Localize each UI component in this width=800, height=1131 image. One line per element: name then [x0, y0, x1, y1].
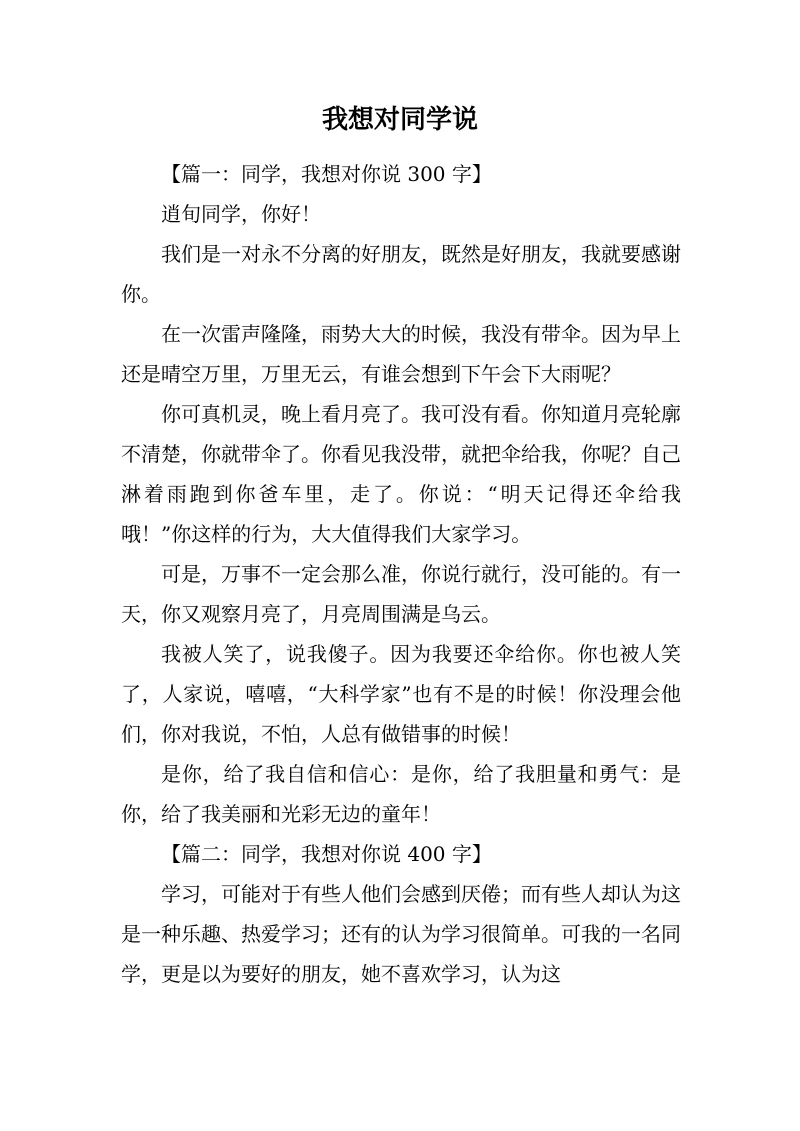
paragraph: 可是，万事不一定会那么准，你说行就行，没可能的。有一天，你又观察月亮了，月亮周围满是乌云。	[121, 562, 681, 626]
paragraph: 我被人笑了，说我傻子。因为我要还伞给你。你也被人笑了，人家说，嘻嘻，“大科学家”也有不是的时候！你没理会他们，你对我说，不怕，人总有做错事的时候！	[121, 642, 681, 746]
document-body	[121, 154, 681, 994]
paragraph: 你可真机灵，晚上看月亮了。我可没有看。你知道月亮轮廓不清楚，你就带伞了。你看见我没带，就把伞给我，你呢？自己淋着雨跑到你爸车里，走了。你说：“明天记得还伞给我哦！”你这样的行为，大大值得我们大家学习。	[121, 402, 681, 546]
paragraph: 学习，可能对于有些人他们会感到厌倦；而有些人却认为这是一种乐趣、热爱学习；还有的认为学习很简单。可我的一名同学，更是以为要好的朋友，她不喜欢学习，认为这	[121, 882, 681, 986]
paragraph: 我们是一对永不分离的好朋友，既然是好朋友，我就要感谢你。	[121, 242, 681, 306]
section-heading-1: 【篇一：同学，我想对你说 300 字】	[161, 162, 492, 186]
paragraph: 在一次雷声隆隆，雨势大大的时候，我没有带伞。因为早上还是晴空万里，万里无云，有谁会想到下午会下大雨呢？	[121, 322, 681, 386]
paragraph: 是你，给了我自信和信心：是你，给了我胆量和勇气：是你，给了我美丽和光彩无边的童年！	[121, 762, 681, 826]
paragraph: 逍旬同学，你好！	[161, 202, 321, 226]
document-title: 我想对同学说	[321, 105, 478, 135]
section-heading-2: 【篇二：同学，我想对你说 400 字】	[161, 842, 492, 866]
